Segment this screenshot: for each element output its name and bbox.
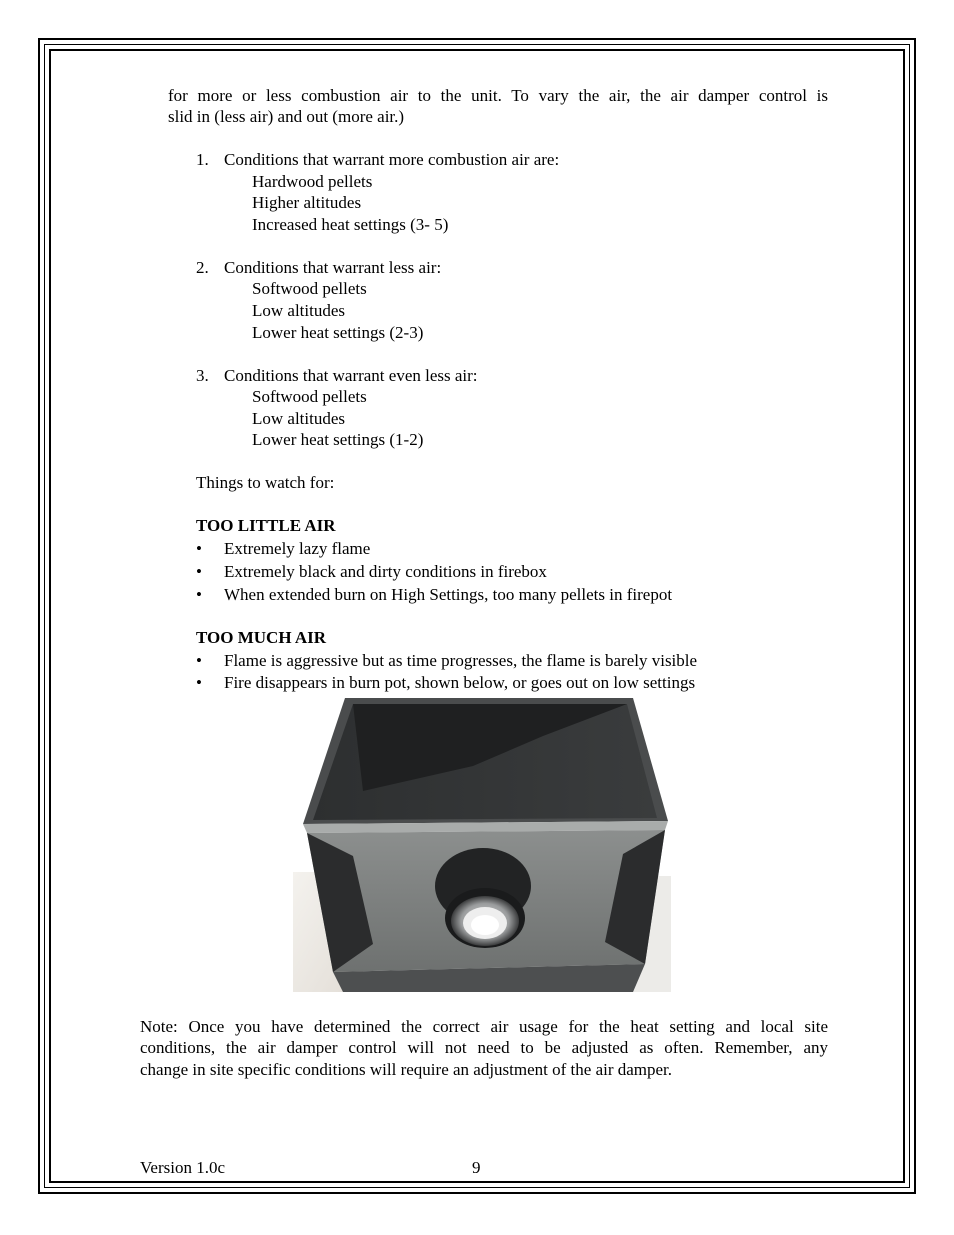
bullet-glyph: • (196, 585, 202, 604)
note-line-3: change in site specific conditions will require an adjustment of the air damper. (140, 1060, 673, 1079)
bullet-glyph: • (196, 539, 202, 558)
too-much-air-heading: TOO MUCH AIR (196, 628, 327, 647)
list-3-heading: Conditions that warrant even less air: (224, 366, 478, 385)
footer-page-number: 9 (472, 1158, 481, 1177)
bullet-text: When extended burn on High Settings, too many pellets in firepot (224, 585, 673, 604)
bullet-text: Extremely lazy flame (224, 539, 371, 558)
bullet-text: Fire disappears in burn pot, shown below, or goes out on low settings (224, 673, 696, 692)
bullet-text: Extremely black and dirty conditions in firebox (224, 562, 547, 581)
list-1-item: Increased heat settings (3- 5) (252, 215, 449, 234)
note-line-1: Note: Once you have determined the correct air usage for the heat setting and local site (140, 1017, 828, 1036)
list-3-number: 3. (196, 366, 209, 385)
list-2-item: Low altitudes (252, 301, 346, 320)
bullet-glyph: • (196, 651, 202, 670)
list-1-number: 1. (196, 150, 209, 169)
footer-version: Version 1.0c (140, 1158, 225, 1177)
intro-line-2: slid in (less air) and out (more air.) (168, 107, 405, 126)
list-2-heading: Conditions that warrant less air: (224, 258, 442, 277)
bullet-text: Flame is aggressive but as time progresses, the flame is barely visible (224, 651, 698, 670)
note-line-2: conditions, the air damper control will not need to be adjusted as often. Remember, any (140, 1038, 828, 1057)
list-1-item: Higher altitudes (252, 193, 362, 212)
list-3-item: Low altitudes (252, 409, 346, 428)
list-3-item: Softwood pellets (252, 387, 367, 406)
list-2-item: Softwood pellets (252, 279, 367, 298)
list-1-heading: Conditions that warrant more combustion air are: (224, 150, 560, 169)
list-2-item: Lower heat settings (2-3) (252, 323, 424, 342)
list-3-item: Lower heat settings (1-2) (252, 430, 424, 449)
list-2-number: 2. (196, 258, 209, 277)
bullet-glyph: • (196, 562, 202, 581)
burn-pot-photo (293, 696, 671, 992)
list-1-item: Hardwood pellets (252, 172, 373, 191)
watch-for-label: Things to watch for: (196, 473, 335, 492)
intro-line-1: for more or less combustion air to the unit. To vary the air, the air damper control is (168, 86, 828, 105)
bullet-glyph: • (196, 673, 202, 692)
too-little-air-heading: TOO LITTLE AIR (196, 516, 336, 535)
page-border-inner (49, 49, 905, 1183)
